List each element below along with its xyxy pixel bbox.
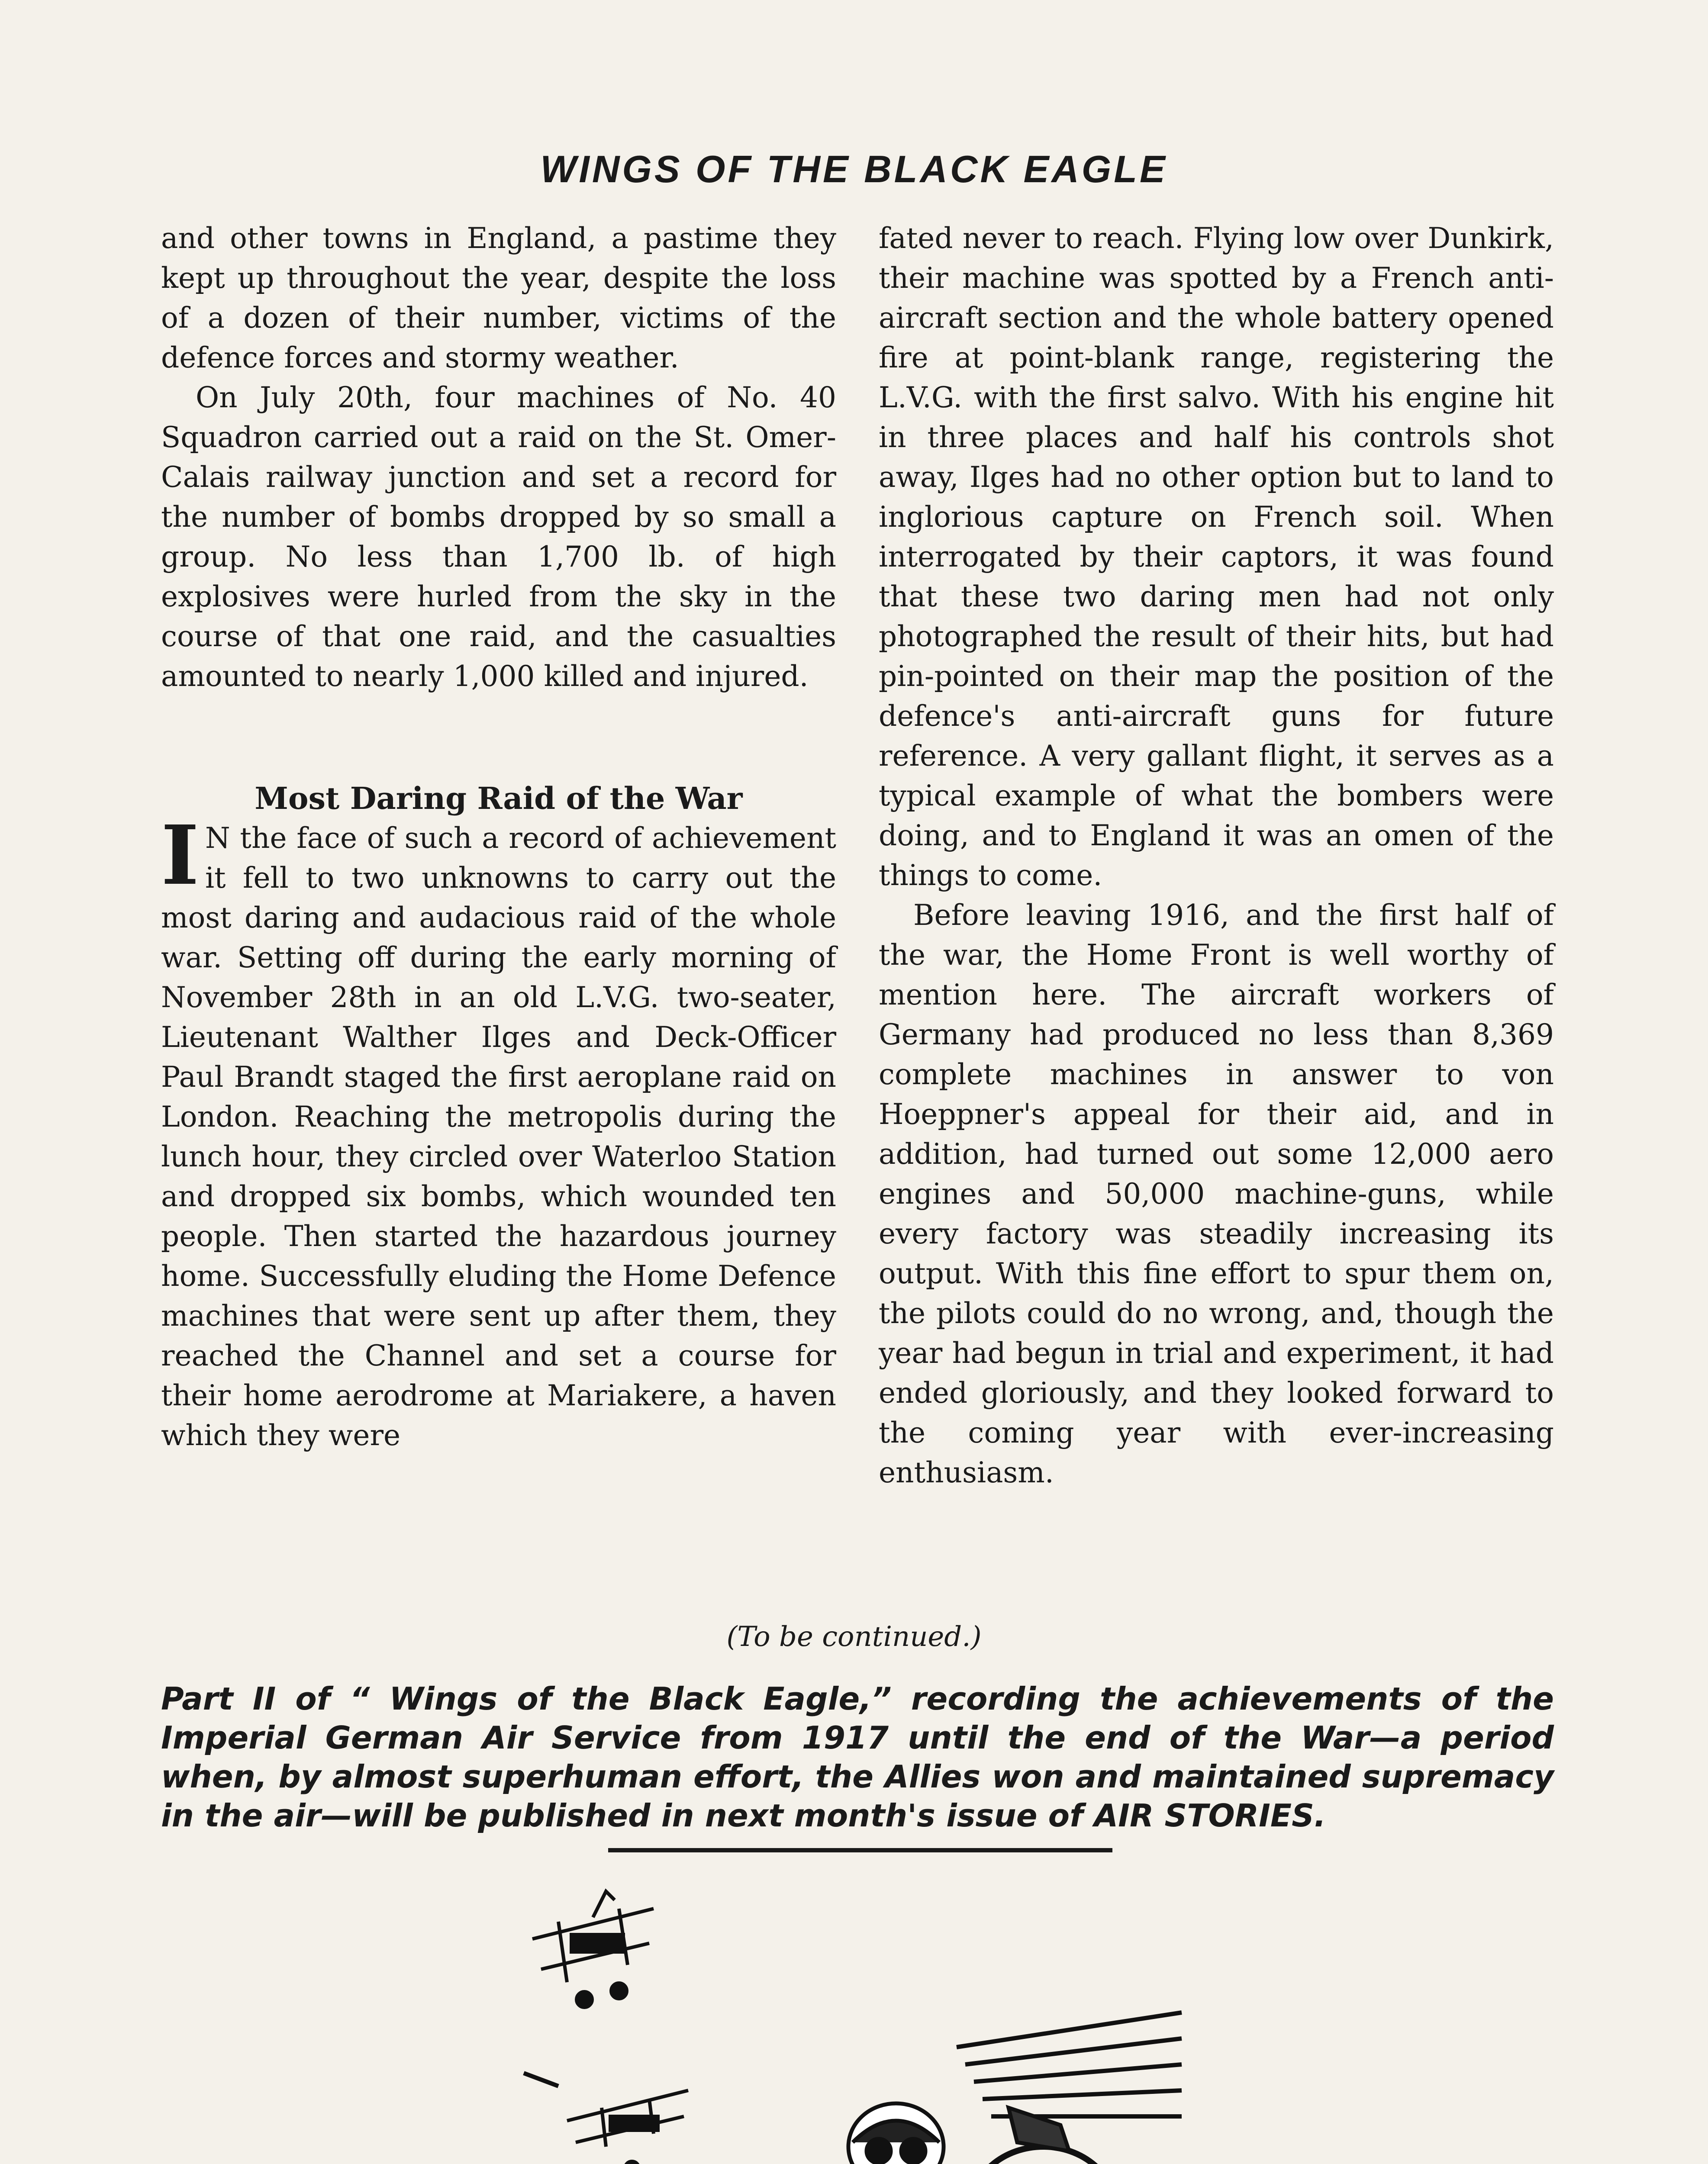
paragraph-with-dropcap — [161, 808, 836, 1456]
right-column — [879, 219, 1554, 1493]
drop-cap: I — [161, 808, 199, 903]
paragraph: fated never to reach. Flying low over Dunkirk, their machine was spotted by a French anti-aircraft section and the whole battery opened fire at point-blank range, registering the L.V.G. with the first salvo. With his engine hit in three places and half his controls shot away, Ilges had no other option but to land to inglorious capture on French soil. When interrogated by their captors, it was found that these two daring men had not only photographed the result of their hits, but had pin-pointed on their map the position of the defence's anti-aircraft guns for future reference. A very gallant flight, it serves as a typical example of what the bombers were doing, and to England it was an omen of the things to come. — [879, 222, 1554, 892]
paragraph: On July 20th, four machines of No. 40 Squadron carried out a raid on the St. Omer-Calais railway junction and set a record for the number of bombs dropped by so small a group. No less than 1,700 lb. of high explosives were hurled from the sky in the course of that one raid, and the casualties amounted to nearly 1,000 killed and injured. — [161, 381, 836, 693]
section-subhead: Most Daring Raid of the War — [255, 780, 743, 816]
left-column — [161, 219, 836, 1456]
divider-rule — [608, 1848, 1112, 1852]
footnote: Part II of “ Wings of the Black Eagle,” recording the achievements of the Imperial German Air Service from 1917 until the end of the War—a period when, by almost superhuman effort, the Allies won and maintained supremacy in the air—will be published in next month's issue of AIR STORIES. — [161, 1681, 1554, 1834]
paragraph: and other towns in England, a pastime they kept up throughout the year, despite the loss of a dozen of their number, victims of the defence forces and stormy weather. — [161, 222, 836, 374]
aviator-illustration — [506, 1883, 1199, 2164]
to-be-continued: (To be continued.) — [726, 1621, 982, 1653]
running-head: WINGS OF THE BLACK EAGLE — [540, 148, 1168, 190]
paragraph-text: N the face of such a record of achievement it fell to two unknowns to carry out the most daring and audacious raid of the whole war. Setting off during the early morning of November 28th in an old L.V.G. two-seater, Lieutenant Walther Ilges and Deck-Officer Paul Brandt staged the first aeroplane raid on London. Reaching the metropolis during the lunch hour, they circled over Waterloo Station and dropped six bombs, which wounded ten people. Then started the hazardous journey home. Successfully eluding the Home Defence machines that were sent up after them, they reached the Channel and set a course for their home aerodrome at Mariakere, a haven which they were — [161, 821, 836, 1452]
paragraph: Before leaving 1916, and the first half of the war, the Home Front is well worthy of mention here. The aircraft workers of Germany had produced no less than 8,369 complete machines in answer to von Hoeppner's appeal for their aid, and in addition, had turned out some 12,000 aero engines and 50,000 machine-guns, while every factory was steadily increasing its output. With this fine effort to spur them on, the pilots could do no wrong, and, though the year had begun in trial and experiment, it had ended gloriously, and they looked forward to the coming year with ever-increasing enthusiasm. — [879, 898, 1554, 1489]
